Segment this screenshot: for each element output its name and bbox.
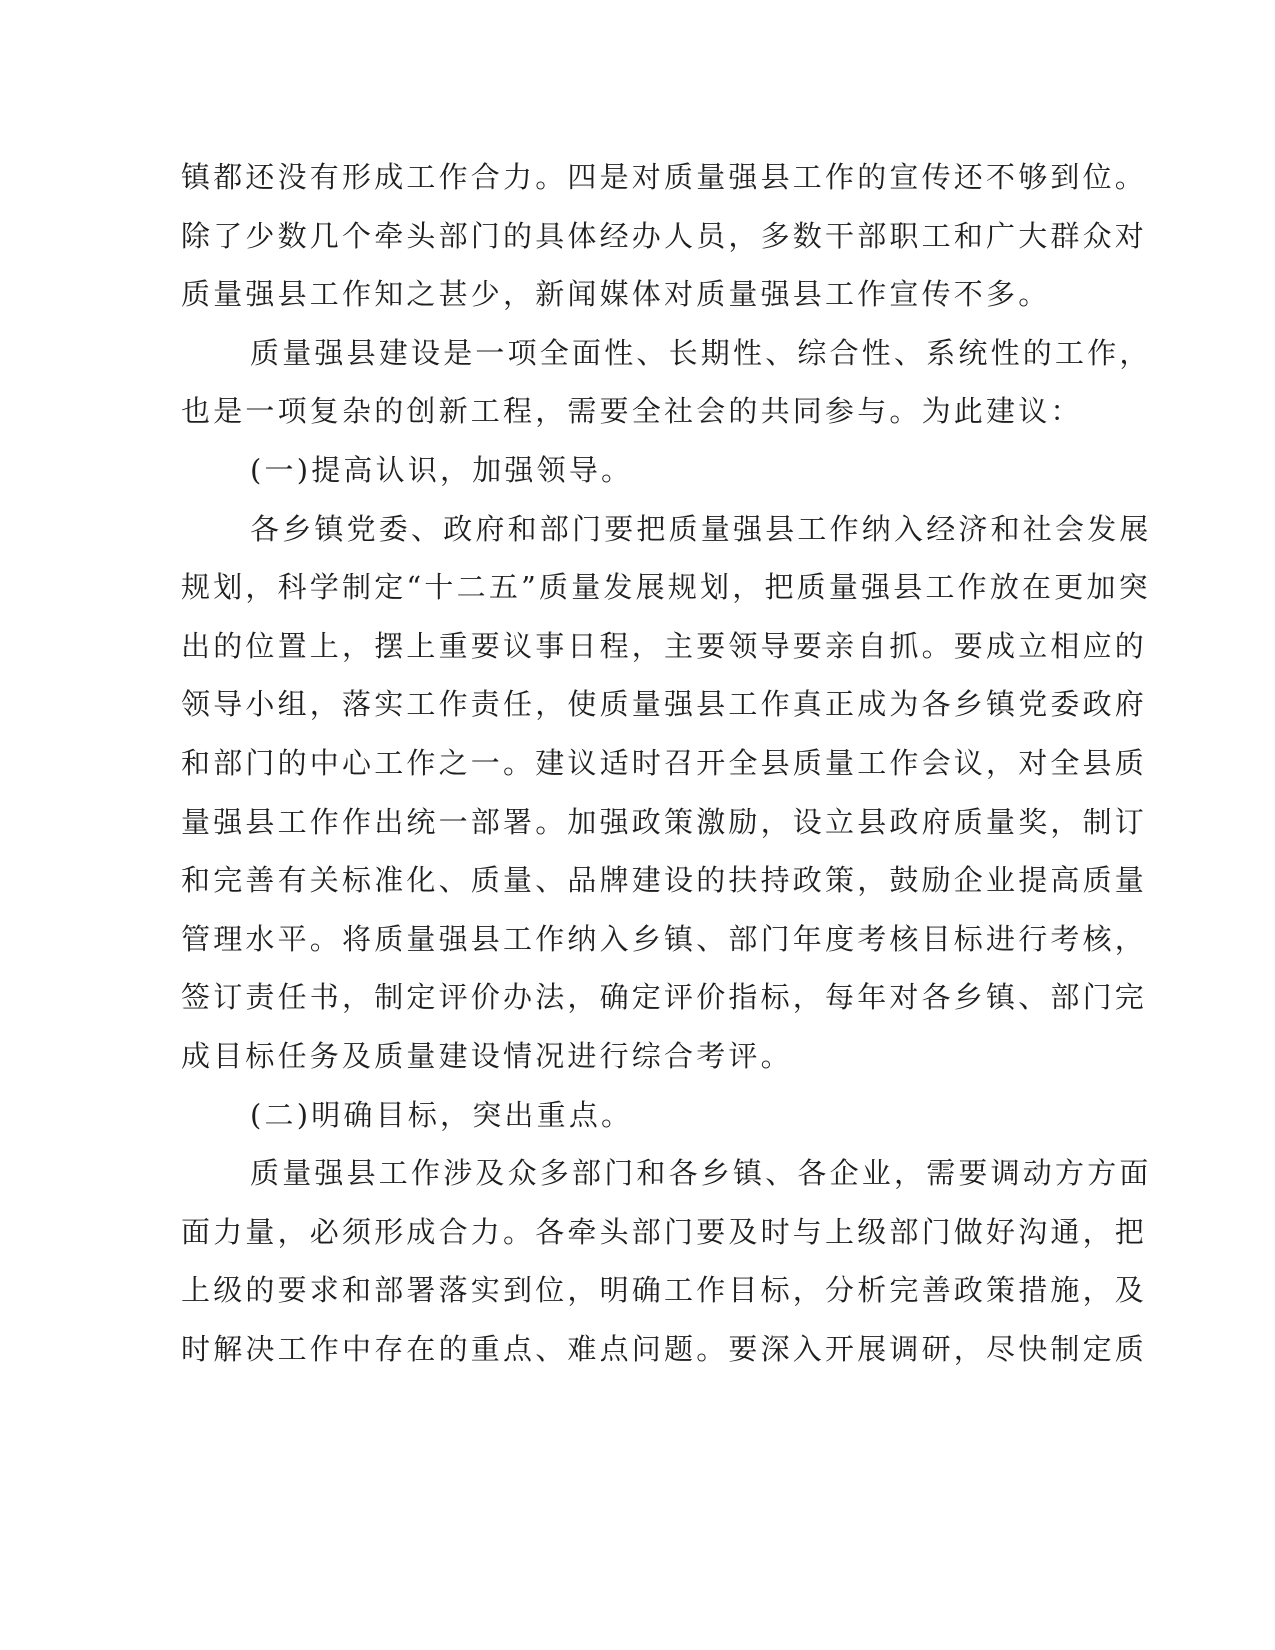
text-line: 出的位置上，摆上重要议事日程，主要领导要亲自抓。要成立相应的 — [181, 628, 1148, 663]
text-line: 除了少数几个牵头部门的具体经办人员，多数干部职工和广大群众对 — [181, 218, 1148, 253]
text-line: 和部门的中心工作之一。建议适时召开全县质量工作会议，对全县质 — [181, 745, 1148, 780]
text-line: 时解决工作中存在的重点、难点问题。要深入开展调研，尽快制定质 — [181, 1331, 1148, 1366]
paragraph-start-line: 质量强县工作涉及众多部门和各乡镇、各企业，需要调动方方面 — [250, 1156, 1152, 1191]
text-line: 上级的要求和部署落实到位，明确工作目标，分析完善政策措施，及 — [181, 1273, 1148, 1308]
text-line: 也是一项复杂的创新工程，需要全社会的共同参与。为此建议： — [181, 394, 1083, 429]
text-line: 量强县工作作出统一部署。加强政策激励，设立县政府质量奖，制订 — [181, 804, 1148, 839]
text-line: 领导小组，落实工作责任，使质量强县工作真正成为各乡镇党委政府 — [181, 687, 1148, 722]
text-line: 和完善有关标准化、质量、品牌建设的扶持政策，鼓励企业提高质量 — [181, 863, 1148, 898]
paragraph-start-line: 质量强县建设是一项全面性、长期性、综合性、系统性的工作， — [250, 335, 1152, 370]
text-line: 规划，科学制定“十二五”质量发展规划，把质量强县工作放在更加突 — [181, 570, 1151, 605]
text-line: 成目标任务及质量建设情况进行综合考评。 — [181, 1038, 793, 1073]
text-line: 签订责任书，制定评价办法，确定评价指标，每年对各乡镇、部门完 — [181, 980, 1148, 1015]
section-heading-1: (一)提高认识，加强领导。 — [250, 452, 634, 487]
text-line: 管理水平。将质量强县工作纳入乡镇、部门年度考核目标进行考核， — [181, 921, 1148, 956]
paragraph-start-line: 各乡镇党委、政府和部门要把质量强县工作纳入经济和社会发展 — [250, 511, 1152, 546]
section-heading-2: (二)明确目标，突出重点。 — [250, 1097, 634, 1132]
text-line: 面力量，必须形成合力。各牵头部门要及时与上级部门做好沟通，把 — [181, 1214, 1148, 1249]
text-line: 质量强县工作知之甚少，新闻媒体对质量强县工作宣传不多。 — [181, 277, 1051, 312]
document-body — [181, 148, 1152, 1378]
text-line: 镇都还没有形成工作合力。四是对质量强县工作的宣传还不够到位。 — [181, 160, 1148, 194]
